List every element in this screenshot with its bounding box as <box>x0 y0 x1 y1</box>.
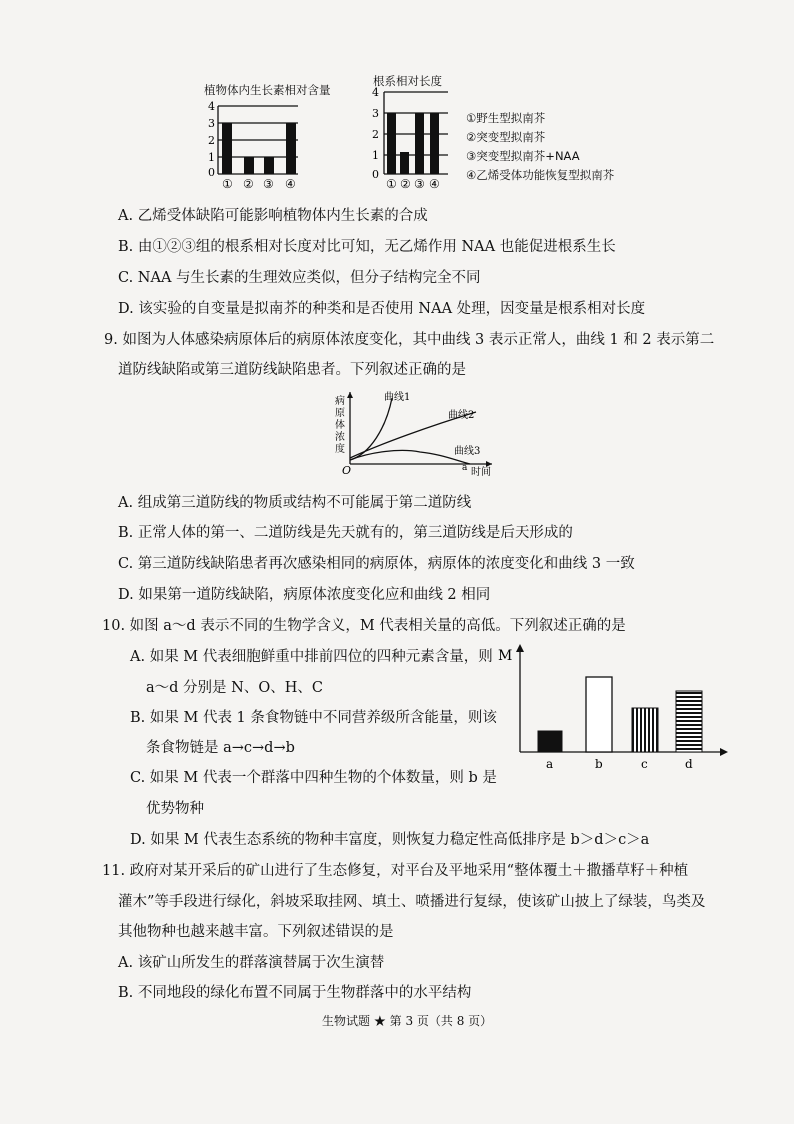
bar-2 <box>244 157 254 174</box>
bar-3 <box>264 157 274 174</box>
bar-a <box>538 731 562 752</box>
right-bar-chart <box>364 86 454 190</box>
q11-option-b: B. 不同地段的绿化布置不同属于生物群落中的水平结构 <box>118 985 472 1001</box>
curve-1 <box>350 398 392 460</box>
fig8-legend <box>466 109 614 185</box>
q10-option-b-line1: B. 如果 M 代表 1 条食物链中不同营养级所含能量，则该 <box>130 710 497 726</box>
legend-item: ④乙烯受体功能恢复型拟南芥 <box>466 168 615 182</box>
right-chart-title: 根系相对长度 <box>373 74 442 88</box>
left-bar-chart <box>196 96 316 191</box>
ytick-0: 0 <box>208 166 215 179</box>
q11-stem-line1: 11. 政府对某开采后的矿山进行了生态修复，对平台及平地采用“整体覆土＋撒播草籽＋种植 <box>102 863 689 879</box>
xtick-1: ① <box>386 177 397 190</box>
ylabel-char: 原 <box>335 408 345 419</box>
ytick-4: 4 <box>372 86 379 99</box>
q10-option-c-line2: 优势物种 <box>146 801 204 817</box>
left-chart-title: 植物体内生长素相对含量 <box>204 83 331 97</box>
ylabel-char: 体 <box>335 420 345 431</box>
ytick-3: 3 <box>208 117 215 130</box>
q10-option-a-line2: a～d 分别是 N、O、H、C <box>146 680 323 696</box>
q8-option-b: B. 由①②③组的根系相对长度对比可知，无乙烯作用 NAA 也能促进根系生长 <box>118 239 616 255</box>
q10-bar-figure <box>496 640 736 772</box>
q11-option-a: A. 该矿山所发生的群落演替属于次生演替 <box>118 955 385 971</box>
ytick-1: 1 <box>208 151 215 164</box>
ytick-3: 3 <box>372 107 379 120</box>
q9-option-c: C. 第三道防线缺陷患者再次感染相同的病原体，病原体的浓度变化和曲线 3 一致 <box>118 556 635 572</box>
legend-item: ①野生型拟南芥 <box>466 111 546 125</box>
q10-option-c-line1: C. 如果 M 代表一个群落中四种生物的个体数量，则 b 是 <box>130 770 497 786</box>
xtick-2: ② <box>400 177 411 190</box>
xtick-d: d <box>685 757 693 771</box>
xtick-a: a <box>546 757 554 771</box>
xlabel: 时间 <box>471 467 491 478</box>
bar-1 <box>387 113 396 174</box>
ylabel-char: 度 <box>335 444 345 455</box>
q8-option-a: A. 乙烯受体缺陷可能影响植物体内生长素的合成 <box>118 208 428 224</box>
xtick-3: ③ <box>263 177 274 191</box>
q9-option-d: D. 如果第一道防线缺陷，病原体浓度变化应和曲线 2 相同 <box>118 587 491 603</box>
q8-option-c: C. NAA 与生长素的生理效应类似，但分子结构完全不同 <box>118 270 481 286</box>
q9-option-b: B. 正常人体的第一、二道防线是先天就有的，第三道防线是后天形成的 <box>118 525 573 541</box>
q9-option-a: A. 组成第三道防线的物质或结构不可能属于第二道防线 <box>118 495 472 511</box>
xtick-4: ④ <box>285 177 296 191</box>
q10-option-b-line2: 条食物链是 a→c→d→b <box>146 740 295 756</box>
ytick-2: 2 <box>208 134 215 147</box>
a-mark: a <box>462 463 468 473</box>
q10-stem: 10. 如图 a～d 表示不同的生物学含义，M 代表相关量的高低。下列叙述正确的是 <box>102 618 626 634</box>
curve-2-label: 曲线2 <box>448 410 475 421</box>
xtick-1: ① <box>222 177 233 191</box>
xtick-4: ④ <box>429 177 440 190</box>
origin-label: O <box>342 464 352 477</box>
ylabel-char: 病 <box>335 396 345 407</box>
xtick-3: ③ <box>414 177 425 190</box>
bar-c <box>632 708 658 752</box>
q9-stem-line1: 9. 如图为人体感染病原体后的病原体浓度变化，其中曲线 3 表示正常人，曲线 1 和 2 表示第二 <box>104 332 715 348</box>
bar-b <box>586 677 612 752</box>
legend-item: ③突变型拟南芥+NAA <box>466 149 580 163</box>
ytick-4: 4 <box>208 100 215 113</box>
q11-stem-line2: 灌木”等手段进行绿化，斜坡采取挂网、填土、喷播进行复绿，使该矿山披上了绿装，鸟类及 <box>118 894 706 910</box>
ytick-1: 1 <box>372 149 379 162</box>
ytick-0: 0 <box>372 168 379 181</box>
bar-d <box>676 691 702 752</box>
xtick-c: c <box>641 757 648 771</box>
bar-4 <box>430 113 439 174</box>
bar-2 <box>400 152 409 174</box>
ytick-2: 2 <box>372 128 379 141</box>
curve-1-label: 曲线1 <box>384 392 411 403</box>
xtick-b: b <box>595 757 603 771</box>
q9-stem-line2: 道防线缺陷或第三道防线缺陷患者。下列叙述正确的是 <box>118 362 466 378</box>
bar-1 <box>222 123 232 174</box>
page-footer: 生物试题 ★ 第 3 页（共 8 页） <box>322 1014 493 1028</box>
curve-3 <box>350 450 470 464</box>
ylabel: M <box>498 648 513 664</box>
q11-stem-line3: 其他物种也越来越丰富。下列叙述错误的是 <box>118 924 394 940</box>
xtick-2: ② <box>243 177 254 191</box>
curve-3-label: 曲线3 <box>454 446 481 457</box>
q8-option-d: D. 该实验的自变量是拟南芥的种类和是否使用 NAA 处理，因变量是根系相对长度 <box>118 301 646 317</box>
q10-option-d: D. 如果 M 代表生态系统的物种丰富度，则恢复力稳定性高低排序是 b＞d＞c＞a <box>130 832 650 848</box>
q9-curve-figure <box>330 388 500 480</box>
ylabel-char: 浓 <box>335 432 345 443</box>
legend-item: ②突变型拟南芥 <box>466 130 546 144</box>
q10-option-a-line1: A. 如果 M 代表细胞鲜重中排前四位的四种元素含量，则 <box>130 649 493 665</box>
bar-4 <box>286 123 296 174</box>
bar-3 <box>415 113 424 174</box>
